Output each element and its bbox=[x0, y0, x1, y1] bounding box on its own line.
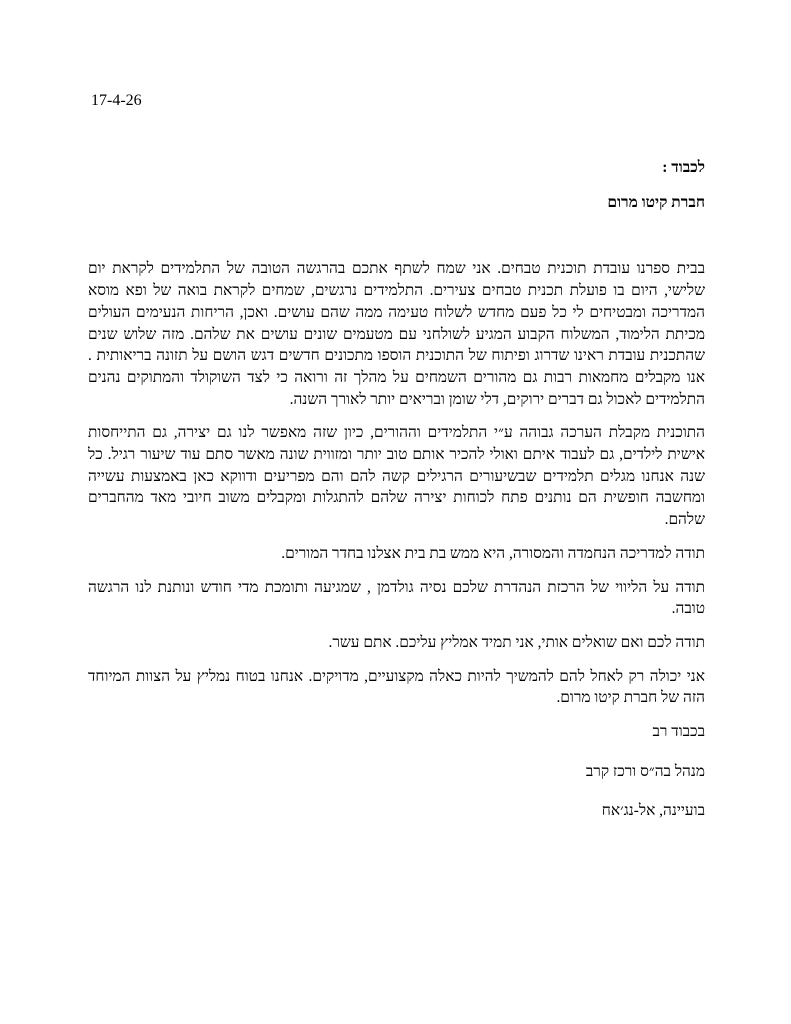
recipient-company: חברת קיטו מרום bbox=[607, 193, 705, 211]
paragraph: בבית ספרנו עובדת תוכנית טבחים. אני שמח לשתף אתכם בהרגשה הטובה של התלמידים לקראת יום שלישי, היום בו פועלת תכנית טבחים צעירים. התלמידים נרגשים, שמחים לקראת בואה של ופא מוסא המדריכה ומבטיחים לי כל פעם מחדש לשלוח טעימה ממה שהם עושים. ואכן, הריחות הנעימים העולים מכיתת הלימוד, המשלוח הקבוע המגיע לשולחני עם מטעמים שונים עושים את שלהם. מזה שלוש שנים שהתכנית עובדת ראינו שדרוג ופיתוח של התוכנית הוספו מתכונים חדשים דגש הושם על תזונה בריאותית . אנו מקבלים מחמאות רבות גם מהורים השמחים על מהלך זה ורואה כי לצד השוקולד והמתוקים נהנים התלמידים לאכול גם דברים ירוקים, דלי שומן ובריאים יותר לאורך השנה. bbox=[88, 260, 705, 408]
paragraph: תודה למדריכה הנחמדה והמסורה, היא ממש בת בית אצלנו בחדר המורים. bbox=[281, 544, 705, 562]
letter-date: 17-4-26 bbox=[91, 92, 142, 109]
paragraph: תודה על הליווי של הרכזת הנהדרת שלכם נסיה גולדמן , שמגיעה ותומכת מדי חודש ונותנת לנו הרגשה טובה. bbox=[88, 578, 705, 618]
recipient-label: לכבוד : bbox=[662, 159, 705, 176]
paragraph: תודה לכם ואם שואלים אותי, אני תמיד אמליץ עליכם. אתם עשר. bbox=[328, 633, 705, 651]
paragraph: התוכנית מקבלת הערכה גבוהה ע״י התלמידים וההורים, כיון שזה מאפשר לנו גם יצירה, גם התייחסות אישית לילדים, גם לעבוד איתם ואולי להכיר אותם טוב יותר ומזווית שונה מאשר סתם עוד שיעור רגיל. כל שנה אנחנו מגלים תלמידים שבשיעורים הרגילים קשה להם והם מפריעים ודווקא כאן באמצעות עשייה ומחשבה חופשית הם נותנים פתח לכוחות יצירה שלהם להתגלות ומקבלים משוב חיובי מאד מהחברים שלהם. bbox=[88, 424, 705, 529]
letter-closing bbox=[88, 721, 705, 822]
signer-title: מנהל בה״ס ורכז קרב bbox=[585, 762, 705, 780]
closing-salutation: בכבוד רב bbox=[652, 723, 705, 741]
signer-location: בועיינה, אל-נג׳אח bbox=[601, 802, 705, 820]
letter-content bbox=[88, 157, 705, 840]
paragraph: אני יכולה רק לאחל להם להמשיך להיות כאלה מקצועיים, מדויקים. אנחנו בטוח נמליץ על הצוות המיוחד הזה של חברת קיטו מרום. bbox=[88, 667, 705, 707]
letter-body bbox=[88, 258, 705, 709]
